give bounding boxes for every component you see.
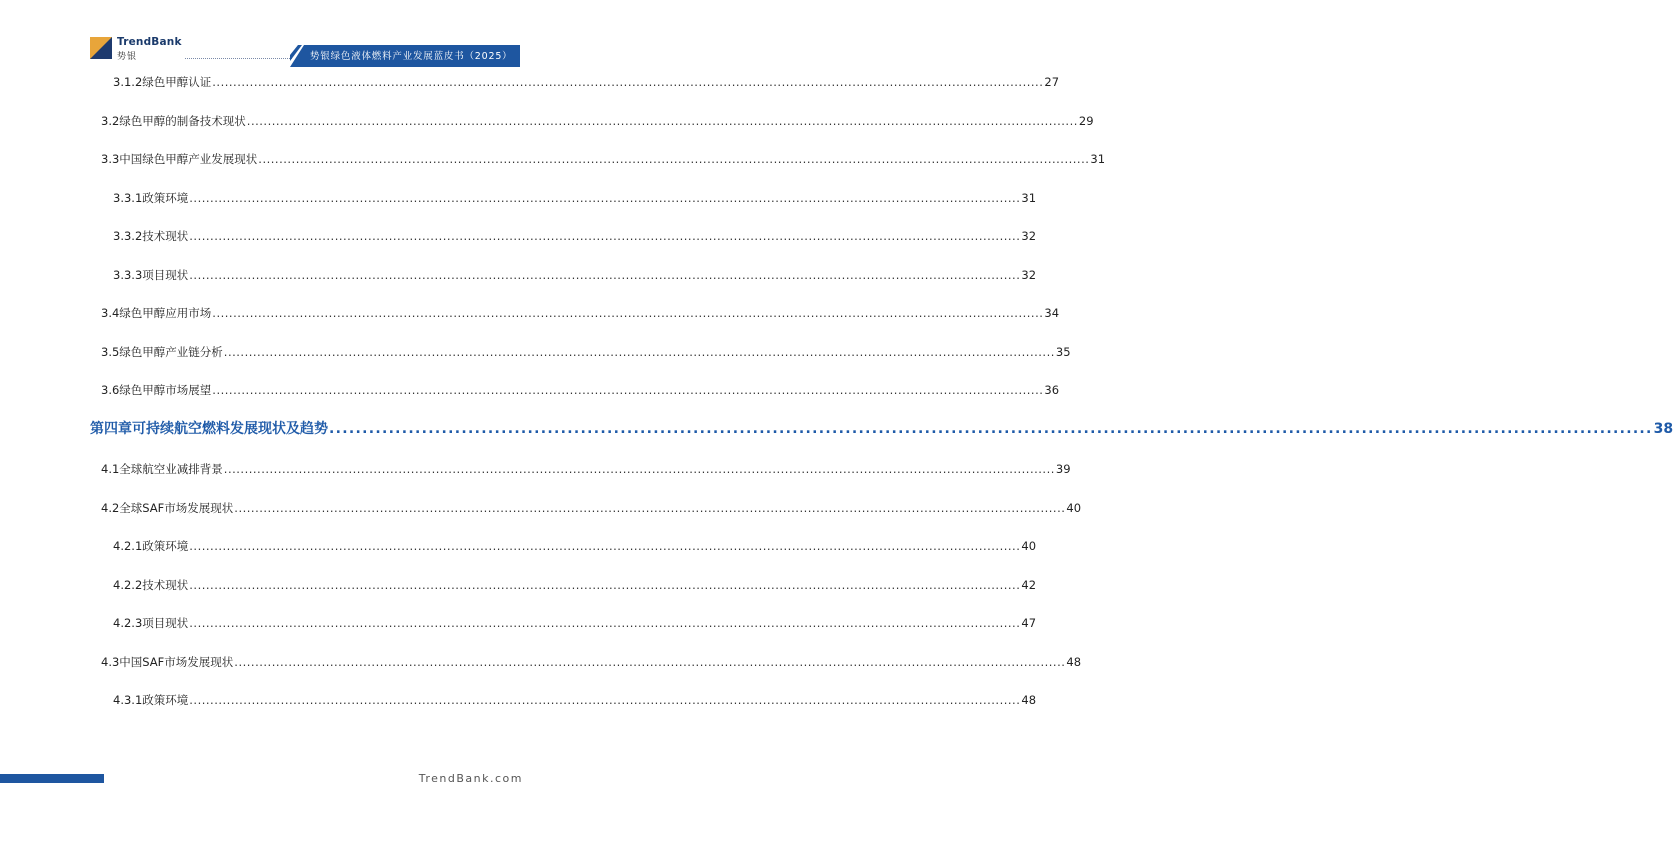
toc-entry-number: 4.2.1 [113,539,143,553]
toc-entry-number: 4.2.3 [113,616,143,630]
toc-page-number: 35 [1055,345,1071,359]
toc-entry-label: 技术现状 [142,578,189,592]
toc-entry-number: 4.1 [101,462,120,476]
toc-dot-leader: ........................................................................................................................................................................................................ [212,75,1044,89]
toc-entry[interactable] [101,382,1060,398]
toc-entry[interactable] [101,113,1094,129]
toc-entry-label: 全球航空业减排背景 [119,462,223,476]
toc-entry[interactable] [113,692,1037,708]
toc-entry-number: 4.2.2 [113,578,143,592]
toc-entry-label: 绿色甲醇市场展望 [119,383,212,397]
toc-entry-label: 项目现状 [142,616,189,630]
toc-page-number: 39 [1055,462,1071,476]
toc-page-number: 48 [1066,655,1082,669]
toc-entry-label: 可持续航空燃料发展现状及趋势 [132,421,328,437]
toc-entry-number: 4.2 [101,501,120,515]
toc-page-number: 42 [1021,578,1037,592]
toc-entry-label: 政策环境 [142,191,189,205]
toc-dot-leader: ........................................................................................................................................................................................................ [189,268,1021,282]
toc-entry-label: 技术现状 [142,229,189,243]
toc-dot-leader: ........................................................................................................................................................................................................ [212,306,1044,320]
toc-entry-number: 3.2 [101,114,120,128]
toc-entry-number: 第四章 [90,421,132,437]
toc-entry-number: 3.3.3 [113,268,143,282]
toc-entry-number: 3.3.2 [113,229,143,243]
toc-dot-leader: ........................................................................................................................................................................................................ [234,655,1066,669]
toc-dot-leader: ........................................................................................................................................................................................................ [189,539,1021,553]
toc-dot-leader: ........................................................................................................................................................................................................ [223,462,1055,476]
toc-entry[interactable] [113,267,1037,283]
toc-page-number: 40 [1021,539,1037,553]
toc-entry-number: 3.1.2 [113,75,143,89]
footer-accent-bar [0,774,104,783]
toc-dot-leader: ........................................................................................................................................................................................................ [212,383,1044,397]
toc-page-number: 32 [1021,229,1037,243]
toc-entry[interactable] [101,461,1071,477]
toc-dot-leader: ........................................................................................................................................................................................................ [223,345,1055,359]
toc-entry-number: 3.3 [101,152,120,166]
toc-page-number: 31 [1090,152,1106,166]
toc-page-number: 40 [1066,501,1082,515]
toc-page-number: 31 [1021,191,1037,205]
toc-entry-label: 中国绿色甲醇产业发展现状 [119,152,258,166]
toc-page-number: 48 [1021,693,1037,707]
logo-cn-name: 势银 [117,52,138,62]
toc-entry[interactable] [113,190,1037,206]
toc-entry-number: 3.5 [101,345,120,359]
toc-dot-leader: ........................................................................................................................................................................................................ [189,578,1021,592]
toc-dot-leader: ........................................................................................................................................................................................................ [246,114,1078,128]
toc-entry-label: 绿色甲醇应用市场 [119,306,212,320]
toc-dot-leader: ........................................................................................................................................................................................................ [189,693,1021,707]
toc-entry-number: 4.3 [101,655,120,669]
document-title: 势银绿色液体燃料产业发展蓝皮书（2025） [310,51,513,62]
toc-entry-label: 绿色甲醇认证 [142,75,212,89]
toc-chapter-entry[interactable] [90,418,1673,437]
toc-entry-label: 绿色甲醇的制备技术现状 [119,114,246,128]
toc-page-number: 29 [1078,114,1094,128]
toc-dot-leader: ........................................................................................................................................................................................................ [234,501,1066,515]
toc-entry[interactable] [113,228,1037,244]
toc-entry-label: 绿色甲醇产业链分析 [119,345,223,359]
toc-entry-number: 3.6 [101,383,120,397]
toc-entry[interactable] [113,615,1037,631]
toc-entry[interactable] [101,344,1071,360]
toc-entry-label: 项目现状 [142,268,189,282]
toc-entry-number: 3.4 [101,306,120,320]
toc-page-number: 32 [1021,268,1037,282]
toc-page-number: 38 [1653,421,1673,437]
toc-page-number: 27 [1044,75,1060,89]
toc-entry[interactable] [113,577,1037,593]
toc-entry[interactable] [101,151,1106,167]
toc-entry[interactable] [101,305,1060,321]
toc-page-number: 34 [1044,306,1060,320]
toc-entry-number: 3.3.1 [113,191,143,205]
toc-entry-label: 全球SAF市场发展现状 [119,501,234,515]
toc-dot-leader: ........................................................................................................................................................................................................ [329,421,1653,437]
toc-entry-label: 政策环境 [142,693,189,707]
toc-entry[interactable] [113,538,1037,554]
toc-entry[interactable] [101,500,1082,516]
toc-page-number: 36 [1044,383,1060,397]
toc-entry[interactable] [113,74,1060,90]
toc-entry[interactable] [101,654,1082,670]
toc-page-number: 47 [1021,616,1037,630]
toc-dot-leader: ........................................................................................................................................................................................................ [189,191,1021,205]
toc-entry-label: 政策环境 [142,539,189,553]
toc-dot-leader: ........................................................................................................................................................................................................ [189,616,1021,630]
logo-name: TrendBank [117,36,182,48]
footer-url: TrendBank.com [418,772,523,785]
toc-dot-leader: ........................................................................................................................................................................................................ [189,229,1021,243]
toc-dot-leader: ........................................................................................................................................................................................................ [258,152,1090,166]
toc-entry-label: 中国SAF市场发展现状 [119,655,234,669]
toc-entry-number: 4.3.1 [113,693,143,707]
